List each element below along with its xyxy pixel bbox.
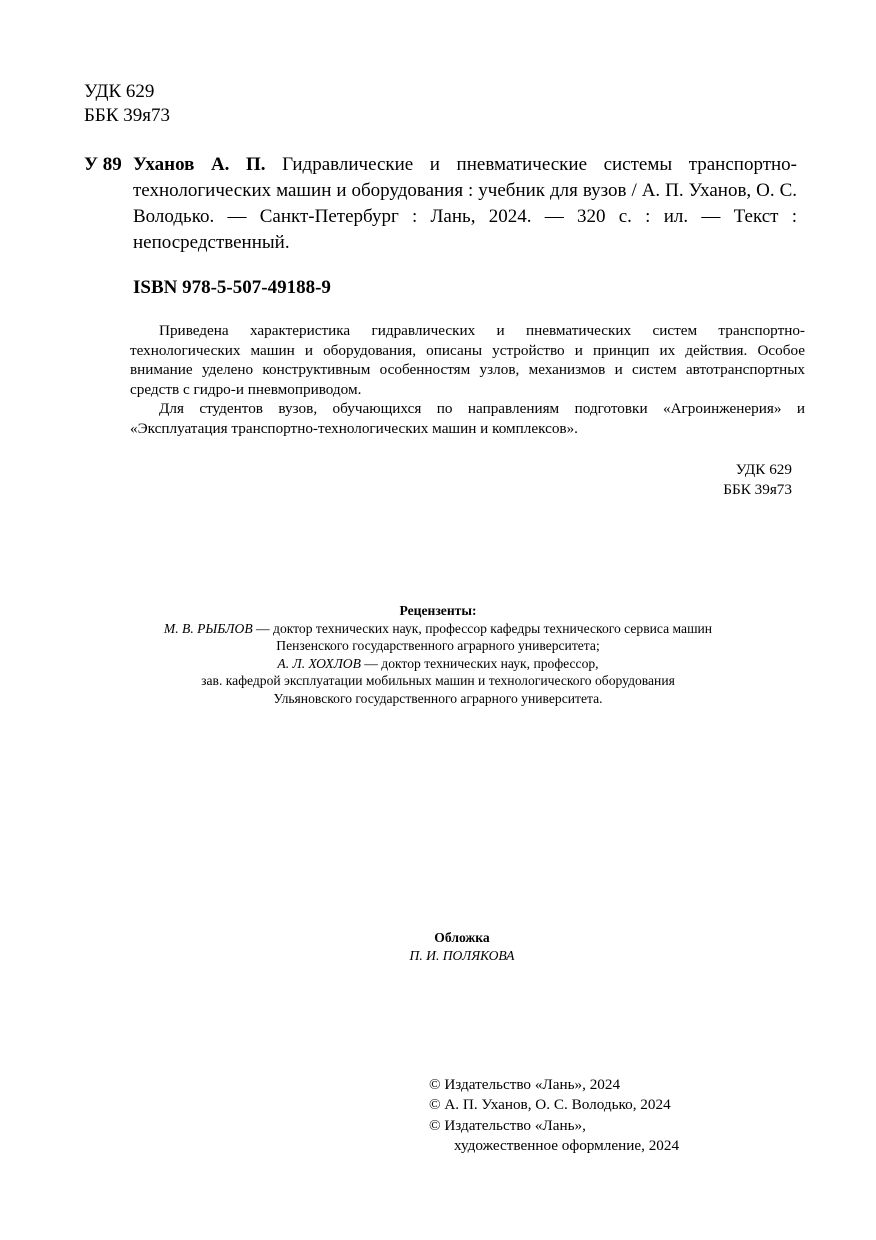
bbk-code-top: ББК 39я73 (84, 105, 170, 126)
bibliographic-record (133, 152, 797, 256)
bibliographic-author: Уханов А. П. (133, 154, 266, 175)
reviewer-2-role-2: зав. кафедрой эксплуатации мобильных машин и технологического оборудования (201, 673, 675, 688)
isbn: ISBN 978-5-507-49188-9 (133, 277, 331, 298)
reviewer-2-role: — доктор технических наук, профессор, (360, 655, 599, 671)
reviewer-1-name: М. В. РЫБЛОВ (163, 620, 253, 636)
author-mark-code: У 89 (84, 154, 122, 175)
copyright-line-4: художественное оформление, 2024 (454, 1136, 680, 1154)
annotation-paragraph-1: Приведена характеристика гидравлических и пневматических систем транспортно-технологических машин и оборудования, описаны устройство и принцип их действия. Особое внимание уделено конструктивным особенностям узлов, механизмов и систем автотранспортных средств с гидро-и пневмоприводом. (130, 322, 805, 398)
udk-bbk-top (84, 80, 170, 128)
copyright-line-2: © А. П. Уханов, О. С. Володько, 2024 (429, 1096, 671, 1114)
annotation-paragraph-2: Для студентов вузов, обучающихся по направлениям подготовки «Агроинженерия» и «Эксплуатация транспортно-технологических машин и комплексов». (130, 400, 805, 437)
reviewer-2-name: А. Л. ХОХЛОВ (277, 655, 361, 671)
reviewer-1-org: Пензенского государственного аграрного университета; (276, 638, 600, 653)
reviewer-1-line (40, 620, 836, 638)
reviewers-heading: Рецензенты: (399, 603, 477, 618)
udk-bbk-right (640, 460, 792, 500)
cover-heading: Обложка (434, 930, 490, 945)
bibliographic-description: Гидравлические и пневматические системы транспортно-технологических машин и оборудования : учебник для вузов / А. П. Уханов, О. С. Володько. — Санкт-Петербург : Лань, 2024. — 320 с. : ил. — Текст : непосредственный. (133, 154, 798, 253)
cover-credit (300, 929, 624, 964)
cover-designer-name: П. И. ПОЛЯКОВА (409, 947, 515, 963)
reviewer-2-line (40, 655, 836, 673)
reviewers-block (40, 602, 836, 707)
copyright-block (429, 1075, 849, 1156)
bbk-code-right: ББК 39я73 (723, 481, 792, 498)
copyright-line-1: © Издательство «Лань», 2024 (429, 1076, 621, 1093)
udk-code-right: УДК 629 (735, 461, 792, 478)
annotation (130, 321, 805, 438)
udk-code-top: УДК 629 (84, 81, 155, 102)
copyright-line-3: © Издательство «Лань», (429, 1116, 586, 1134)
reviewer-2-org: Ульяновского государственного аграрного университета. (273, 690, 603, 706)
reviewer-1-role: — доктор технических наук, профессор кафедры технического сервиса машин (252, 620, 713, 636)
